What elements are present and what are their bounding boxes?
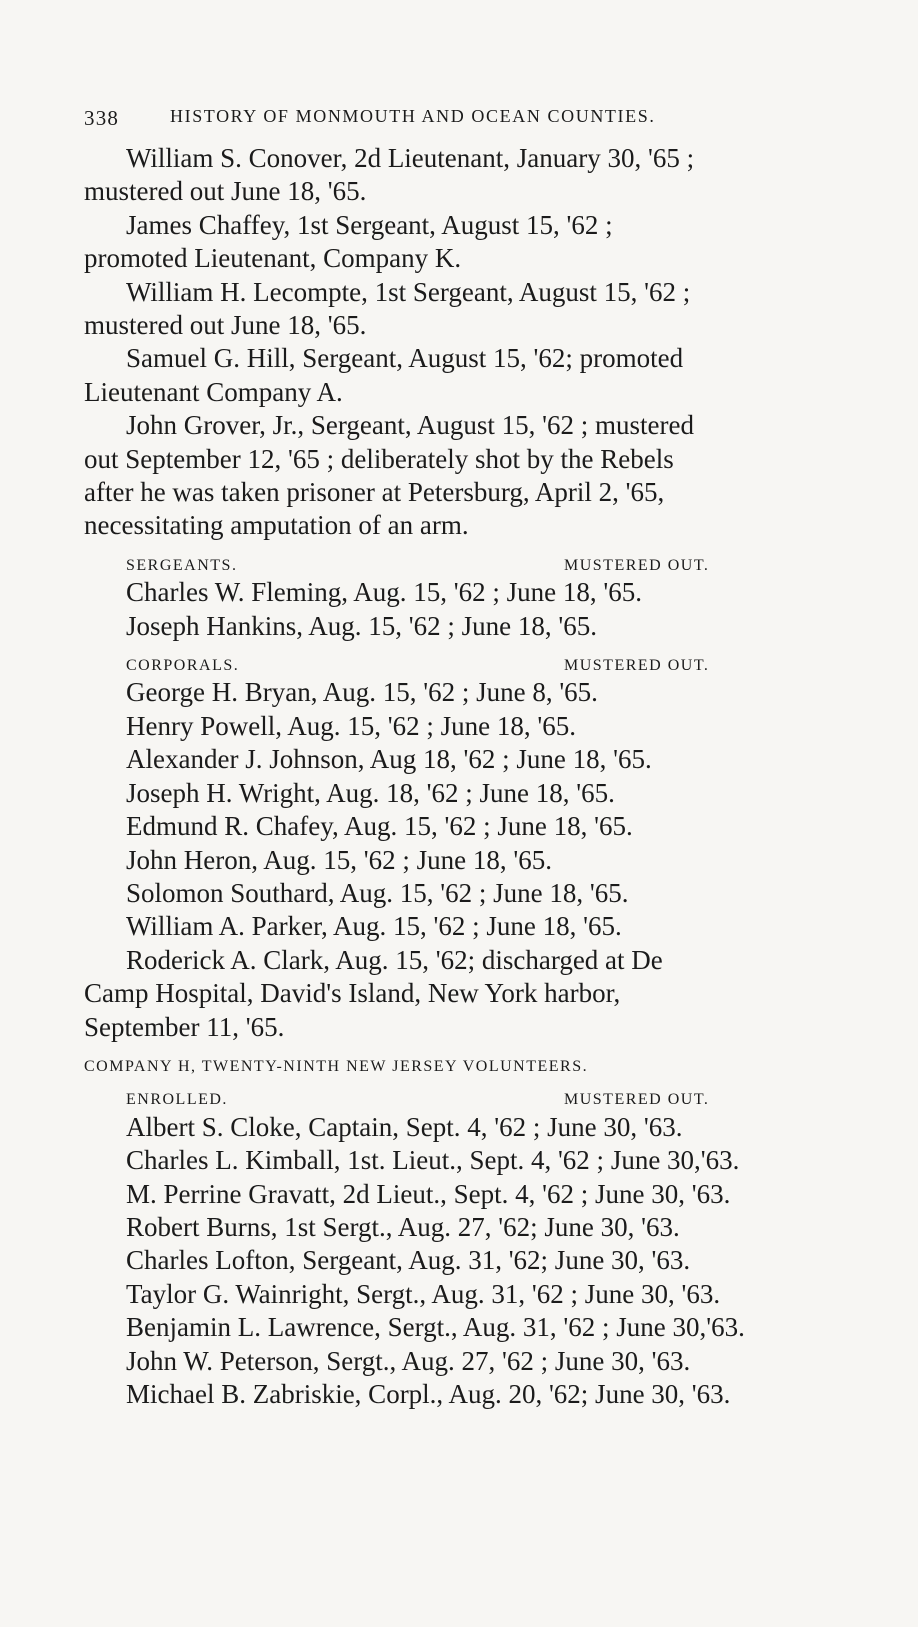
text-line: necessitating amputation of an arm.	[84, 510, 469, 541]
column-heading: MUSTERED OUT.	[564, 556, 710, 574]
roster-row: Solomon Southard, Aug. 15, '62 ; June 18, '65.	[126, 877, 629, 908]
page-number: 338	[84, 106, 120, 130]
entry	[84, 409, 852, 543]
roster-row: Charles L. Kimball, 1st. Lieut., Sept. 4, '62 ; June 30,'63.	[126, 1145, 740, 1176]
running-title: HISTORY OF MONMOUTH AND OCEAN COUNTIES.	[170, 106, 656, 126]
roster-row: Albert S. Cloke, Captain, Sept. 4, '62 ; June 30, '63.	[126, 1111, 683, 1142]
roster-row: Michael B. Zabriskie, Corpl., Aug. 20, '62; June 30, '63.	[126, 1378, 731, 1409]
roster-row: John Heron, Aug. 15, '62 ; June 18, '65.	[126, 844, 552, 875]
roster-row: Joseph Hankins, Aug. 15, '62 ; June 18, '65.	[126, 610, 597, 641]
body-text	[84, 142, 852, 1411]
text-line: John Grover, Jr., Sergeant, August 15, '62 ; mustered	[126, 410, 694, 441]
roster-row: Charles Lofton, Sergeant, Aug. 31, '62; June 30, '63.	[126, 1245, 691, 1276]
roster-row: Alexander J. Johnson, Aug 18, '62 ; June 18, '65.	[126, 744, 652, 775]
column-heading: SERGEANTS.	[126, 556, 238, 574]
corporals-header	[84, 643, 852, 676]
text-line: out September 12, '65 ; deliberately shot by the Rebels	[84, 443, 674, 474]
entry	[84, 276, 852, 343]
entry	[84, 142, 852, 209]
entry	[84, 944, 852, 1044]
roster-row: John W. Peterson, Sergt., Aug. 27, '62 ; June 30, '63.	[126, 1345, 691, 1376]
column-heading: CORPORALS.	[126, 657, 240, 675]
roster-row: Joseph H. Wright, Aug. 18, '62 ; June 18, '65.	[126, 777, 615, 808]
entry	[84, 209, 852, 276]
text-line: William H. Lecompte, 1st Sergeant, August 15, '62 ;	[126, 276, 691, 307]
sergeants-header	[84, 543, 852, 576]
text-line: mustered out June 18, '65.	[84, 310, 367, 341]
roster-row: Robert Burns, 1st Sergt., Aug. 27, '62; June 30, '63.	[126, 1211, 680, 1242]
running-header	[84, 106, 844, 134]
entry	[84, 342, 852, 409]
column-heading: MUSTERED OUT.	[564, 1091, 710, 1109]
text-line: Roderick A. Clark, Aug. 15, '62; discharged at De	[126, 944, 663, 975]
text-line: Camp Hospital, David's Island, New York harbor,	[84, 978, 621, 1009]
column-heading: MUSTERED OUT.	[564, 657, 710, 675]
text-line: after he was taken prisoner at Petersburg, April 2, '65,	[84, 477, 665, 508]
text-line: William S. Conover, 2d Lieutenant, January 30, '65 ;	[126, 143, 695, 173]
roster-row: Edmund R. Chafey, Aug. 15, '62 ; June 18, '65.	[126, 811, 633, 842]
text-line: promoted Lieutenant, Company K.	[84, 243, 462, 274]
roster-row: Charles W. Fleming, Aug. 15, '62 ; June 18, '65.	[126, 577, 642, 608]
roster-row: George H. Bryan, Aug. 15, '62 ; June 8, '65.	[126, 677, 598, 708]
text-line: mustered out June 18, '65.	[84, 176, 367, 207]
section-title: COMPANY H, TWENTY-NINTH NEW JERSEY VOLUNTEERS.	[84, 1057, 589, 1075]
roster-row: William A. Parker, Aug. 15, '62 ; June 18, '65.	[126, 911, 622, 942]
text-line: September 11, '65.	[84, 1011, 285, 1042]
roster-row: Benjamin L. Lawrence, Sergt., Aug. 31, '62 ; June 30,'63.	[126, 1312, 745, 1343]
text-line: Samuel G. Hill, Sergeant, August 15, '62; promoted	[126, 343, 684, 374]
column-heading: ENROLLED.	[126, 1091, 228, 1109]
roster-row: M. Perrine Gravatt, 2d Lieut., Sept. 4, '62 ; June 30, '63.	[126, 1178, 731, 1209]
company-h-header	[84, 1077, 852, 1110]
text-line: James Chaffey, 1st Sergeant, August 15, '62 ;	[126, 209, 613, 240]
roster-row: Taylor G. Wainright, Sergt., Aug. 31, '62 ; June 30, '63.	[126, 1278, 721, 1309]
roster-row: Henry Powell, Aug. 15, '62 ; June 18, '65.	[126, 710, 576, 741]
text-line: Lieutenant Company A.	[84, 376, 343, 407]
